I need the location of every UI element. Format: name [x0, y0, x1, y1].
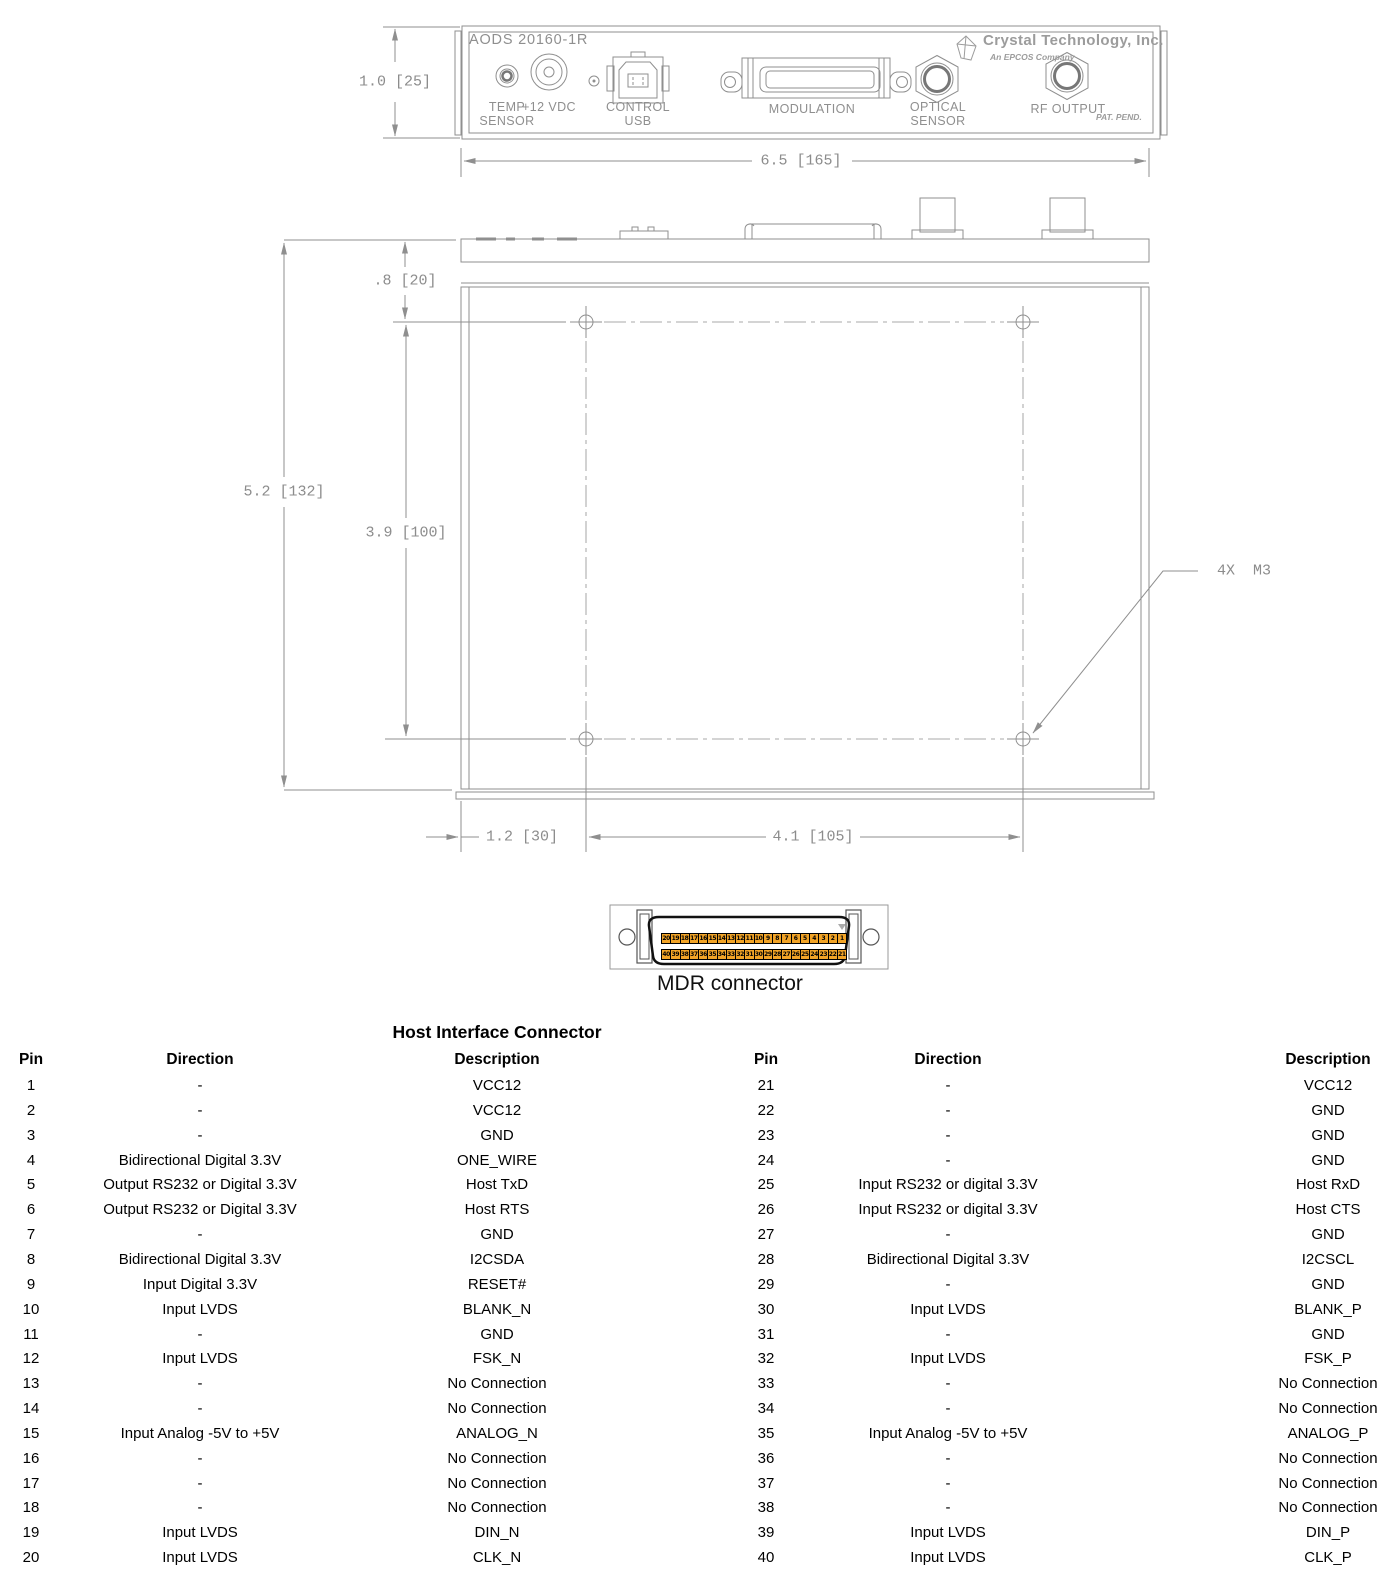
mdr-pin-25: 25 — [801, 951, 809, 958]
pin-table-cell: No Connection — [447, 1375, 547, 1393]
pin-table-cell: ANALOG_N — [456, 1424, 538, 1442]
pin-table-cell: - — [945, 1226, 951, 1244]
pin-table-cell: No Connection — [1278, 1499, 1378, 1517]
pin-table-cell: 35 — [757, 1424, 775, 1442]
pin-table-row — [0, 1077, 1390, 1102]
pin-table-cell: RESET# — [467, 1275, 527, 1293]
pin-table-row — [0, 1400, 1390, 1425]
pin-table-cell: - — [197, 1499, 203, 1517]
pin-table-cell: 2 — [26, 1101, 36, 1119]
pin-table-cell: - — [197, 1101, 203, 1119]
pin-table-cell: 34 — [757, 1400, 775, 1418]
pin-table-cell: Input LVDS — [910, 1549, 986, 1567]
pin-table-row — [0, 1524, 1390, 1549]
mdr-pin-3: 3 — [819, 934, 827, 943]
pin-table-cell: 30 — [757, 1300, 775, 1318]
pin-table-cell: - — [945, 1499, 951, 1517]
pin-table-cell: CLK_P — [1304, 1549, 1352, 1567]
mdr-pin-1: 1 — [838, 934, 846, 943]
pin-table-cell: 29 — [757, 1275, 775, 1293]
pin-table-cell: VCC12 — [472, 1101, 522, 1119]
pin-table-cell: Input LVDS — [162, 1350, 238, 1368]
pin-table-cell: 33 — [757, 1375, 775, 1393]
mdr-pin-27: 27 — [782, 951, 791, 958]
pin-table-cell: GND — [1311, 1226, 1345, 1244]
pin-table-cell: GND — [1311, 1101, 1345, 1119]
pin-table-cell: CLK_N — [472, 1549, 522, 1567]
mdr-pin-11: 11 — [745, 935, 754, 942]
pin-table-cell: - — [197, 1474, 203, 1492]
pin-table-cell: 5 — [26, 1176, 36, 1194]
pin-table-row — [0, 1499, 1390, 1524]
pin-table-cell: 24 — [757, 1151, 775, 1169]
pin-table-cell: No Connection — [447, 1400, 547, 1418]
mdr-pin-31: 31 — [745, 951, 754, 958]
pin-table-cell: GND — [480, 1226, 514, 1244]
pin-table-cell: - — [945, 1101, 951, 1119]
pin-table-cell: No Connection — [1278, 1449, 1378, 1467]
pin-table-row — [0, 1375, 1390, 1400]
mdr-pin-20: 20 — [662, 935, 670, 942]
mdr-pin-13: 13 — [727, 935, 735, 942]
pin-table-cell: Bidirectional Digital 3.3V — [118, 1151, 282, 1169]
pin-table-row — [0, 1301, 1390, 1326]
pin-table-cell: Input RS232 or digital 3.3V — [858, 1201, 1038, 1219]
pin-table-row — [0, 1549, 1390, 1574]
dim-hole-span-width: 4.1 [105] — [768, 829, 857, 846]
pin-table-cell: - — [945, 1325, 951, 1343]
pin-table-row — [0, 1425, 1390, 1450]
pin-table-cell: - — [197, 1226, 203, 1244]
pin-table-row — [0, 1127, 1390, 1152]
pin-table-row — [0, 1152, 1390, 1177]
base-flange — [456, 792, 1154, 799]
pin-table-cell: 1 — [26, 1077, 36, 1094]
pin-table-cell: BLANK_N — [462, 1300, 532, 1318]
pin-table-cell: Input LVDS — [910, 1350, 986, 1368]
pin-table-row — [0, 1226, 1390, 1251]
mdr-pin-6: 6 — [792, 934, 800, 943]
top-view — [456, 198, 1154, 799]
mdr-pin-12: 12 — [736, 935, 744, 942]
pin-table-cell: 23 — [757, 1126, 775, 1144]
pin-table-cell: Input Digital 3.3V — [142, 1275, 258, 1293]
control-usb-label: CONTROL USB — [606, 100, 670, 128]
pin-table-cell: 18 — [22, 1499, 40, 1517]
pin-table-cell: No Connection — [447, 1449, 547, 1467]
pin-table-row — [0, 1276, 1390, 1301]
dim-overall-depth: 5.2 [132] — [239, 484, 328, 501]
pin-table-cell: - — [197, 1077, 203, 1094]
mdr-pin-4: 4 — [810, 934, 818, 943]
pin-table-cell: - — [945, 1126, 951, 1144]
mdr-pin-26: 26 — [791, 951, 800, 958]
patent-note: PAT. PEND. — [1096, 112, 1142, 122]
pin-table-cell: 19 — [22, 1524, 40, 1542]
crystal-logo-icon — [957, 36, 976, 60]
mdr-pin-2: 2 — [829, 934, 837, 943]
usb-b-connector — [607, 52, 669, 103]
pin-table-row — [0, 1102, 1390, 1127]
pin-table-cell: 15 — [22, 1424, 40, 1442]
mdr-pin-29: 29 — [764, 951, 772, 958]
mdr-pin-5: 5 — [801, 934, 809, 943]
mdr-pin1-marker-icon — [838, 924, 846, 930]
pin-table-cell: - — [197, 1325, 203, 1343]
pin-table-cell: 31 — [757, 1325, 775, 1343]
mdr-pin-15: 15 — [708, 935, 717, 942]
header-description-left: Description — [454, 1051, 540, 1068]
pin-table-cell: 12 — [22, 1350, 40, 1368]
pin-table-cell: - — [945, 1275, 951, 1293]
company-name: Crystal Technology, Inc. — [983, 32, 1164, 49]
pin-table-row — [0, 1450, 1390, 1475]
mdr-pin-24: 24 — [810, 951, 818, 958]
pin-table-cell: 11 — [23, 1325, 39, 1343]
pin-table-cell: Input Analog -5V to +5V — [120, 1424, 280, 1442]
pin-table-cell: Input Analog -5V to +5V — [868, 1424, 1028, 1442]
mdr-pin-16: 16 — [699, 935, 707, 942]
pin-table-cell: 25 — [757, 1176, 775, 1194]
mdr-pin-34: 34 — [717, 951, 726, 958]
pin-table-cell: VCC12 — [1303, 1077, 1353, 1094]
indicator-led — [589, 76, 599, 86]
pin-table-cell: 21 — [757, 1077, 775, 1094]
pin-table-cell: DIN_P — [1305, 1524, 1351, 1542]
pin-table-row — [0, 1201, 1390, 1226]
pin-table-cell: 17 — [22, 1474, 40, 1492]
pin-table-cell: 16 — [22, 1449, 40, 1467]
temp-sensor-label: TEMP SENSOR — [479, 100, 535, 128]
mdr-pin-row-top — [661, 933, 847, 944]
mdr-pin-38: 38 — [680, 951, 689, 958]
pin-table-cell: GND — [1311, 1126, 1345, 1144]
pin-table-cell: 26 — [757, 1201, 775, 1219]
header-pin-right: Pin — [753, 1051, 779, 1068]
pin-table-cell: 14 — [22, 1400, 40, 1418]
pin-table-cell: VCC12 — [472, 1077, 522, 1094]
header-pin-left: Pin — [18, 1051, 44, 1068]
pin-table-cell: 39 — [757, 1524, 775, 1542]
pin-table-cell: ONE_WIRE — [456, 1151, 537, 1169]
header-direction-right: Direction — [914, 1051, 982, 1068]
pin-table-cell: FSK_N — [472, 1350, 522, 1368]
pin-table-cell: Input LVDS — [162, 1549, 238, 1567]
mdr-pin-9: 9 — [764, 934, 772, 943]
mdr-pin-8: 8 — [773, 934, 781, 943]
mdr-pin-23: 23 — [819, 951, 828, 958]
pin-table-cell: 10 — [22, 1300, 40, 1318]
header-direction-left: Direction — [166, 1051, 234, 1068]
optical-sensor-connector — [916, 56, 958, 103]
mdr-pin-18: 18 — [680, 935, 689, 942]
modulation-connector — [721, 58, 911, 98]
mdr-pin-39: 39 — [671, 951, 680, 958]
pin-table-cell: Bidirectional Digital 3.3V — [118, 1250, 282, 1268]
dim-overall-width: 6.5 [165] — [756, 153, 845, 170]
dim-hole-offset: 1.2 [30] — [482, 829, 562, 846]
mdr-caption: MDR connector — [657, 972, 803, 995]
pin-table-cell: GND — [480, 1325, 514, 1343]
pin-table-cell: ANALOG_P — [1287, 1424, 1369, 1442]
pin-table-cell: - — [945, 1375, 951, 1393]
header-description-right: Description — [1285, 1051, 1371, 1068]
pin-table-cell: Output RS232 or Digital 3.3V — [103, 1201, 297, 1219]
pin-table-cell: BLANK_P — [1294, 1300, 1362, 1318]
pin-table-cell: Input LVDS — [910, 1300, 986, 1318]
mdr-pin-40: 40 — [662, 951, 670, 958]
pin-table-cell: 32 — [757, 1350, 775, 1368]
mdr-pin-35: 35 — [708, 951, 717, 958]
pin-table-cell: No Connection — [1278, 1375, 1378, 1393]
modulation-label: MODULATION — [768, 102, 856, 116]
pin-table-cell: GND — [480, 1126, 514, 1144]
optical-sensor-label: OPTICAL SENSOR — [909, 100, 967, 128]
pin-table-cell: 8 — [26, 1250, 36, 1268]
pin-table-row — [0, 1176, 1390, 1201]
center-lines — [586, 322, 1023, 739]
pin-table-cell: No Connection — [1278, 1474, 1378, 1492]
pin-table-row — [0, 1251, 1390, 1276]
mdr-pin-30: 30 — [754, 951, 763, 958]
pin-table-cell: 20 — [22, 1549, 40, 1567]
pin-table-cell: 36 — [757, 1449, 775, 1467]
pin-table-cell: - — [945, 1151, 951, 1169]
pin-table-cell: 38 — [757, 1499, 775, 1517]
pin-table-cell: 3 — [26, 1126, 36, 1144]
pin-table-cell: - — [945, 1400, 951, 1418]
pin-table-cell: Output RS232 or Digital 3.3V — [103, 1176, 297, 1194]
mdr-pin-row-bottom — [661, 949, 847, 960]
pin-table-title: Host Interface Connector — [392, 1022, 602, 1042]
pin-table-cell: 6 — [26, 1201, 36, 1219]
mounting-holes — [570, 306, 1039, 755]
mdr-pin-21: 21 — [838, 951, 846, 958]
pin-table-cell: Host RxD — [1295, 1176, 1361, 1194]
pin-table-cell: No Connection — [447, 1499, 547, 1517]
lid-edge-band — [461, 239, 1149, 262]
pin-table-cell: 40 — [757, 1549, 775, 1567]
pin-table-cell: 13 — [22, 1375, 40, 1393]
pin-table-cell: GND — [1311, 1325, 1345, 1343]
dim-hole-span-depth: 3.9 [100] — [361, 525, 450, 542]
pin-table-cell: 9 — [26, 1275, 36, 1293]
mdr-pin-36: 36 — [699, 951, 707, 958]
pin-table-row — [0, 1326, 1390, 1351]
pin-table-cell: Host CTS — [1295, 1201, 1361, 1219]
pin-table-row — [0, 1350, 1390, 1375]
pin-table-cell: - — [945, 1449, 951, 1467]
pin-table-cell: DIN_N — [474, 1524, 520, 1542]
pin-table-cell: No Connection — [1278, 1400, 1378, 1418]
pin-table-cell: I2CSDA — [469, 1250, 525, 1268]
pin-table-cell: 27 — [757, 1226, 775, 1244]
pin-table-cell: GND — [1311, 1151, 1345, 1169]
pin-table-cell: - — [197, 1375, 203, 1393]
pin-table-cell: 22 — [757, 1101, 775, 1119]
pin-table-cell: Input RS232 or digital 3.3V — [858, 1176, 1038, 1194]
pin-table-cell: 4 — [26, 1151, 36, 1169]
mdr-pin-28: 28 — [773, 951, 781, 958]
pin-table-cell: Host RTS — [464, 1201, 530, 1219]
mdr-pin-22: 22 — [828, 951, 837, 958]
pin-table-cell: - — [197, 1126, 203, 1144]
pin-table-cell: - — [945, 1474, 951, 1492]
body-outline — [461, 287, 1149, 789]
pin-table-cell: GND — [1311, 1275, 1345, 1293]
pin-table-cell: - — [197, 1449, 203, 1467]
mdr-pin-17: 17 — [690, 935, 698, 942]
pin-table-cell: 7 — [26, 1226, 36, 1244]
temp-sensor-connector — [496, 65, 518, 87]
pin-table-row — [0, 1475, 1390, 1500]
pin-table-cell: Bidirectional Digital 3.3V — [866, 1250, 1030, 1268]
dim-panel-height: 1.0 [25] — [355, 74, 435, 91]
mdr-pin-14: 14 — [717, 935, 726, 942]
pin-table-body — [0, 1077, 1390, 1577]
pin-table-cell: 28 — [757, 1250, 775, 1268]
pin-table-cell: Host TxD — [465, 1176, 529, 1194]
pin-table-cell: Input LVDS — [162, 1300, 238, 1318]
panel-left-endcap — [455, 31, 461, 135]
top-view-connector-profiles — [620, 198, 1093, 239]
pin-table-cell: No Connection — [447, 1474, 547, 1492]
device-model-label: AODS 20160-1R — [469, 32, 589, 48]
thread-callout: 4X M3 — [1213, 563, 1275, 580]
mdr-pin-10: 10 — [754, 935, 763, 942]
pin-table-cell: - — [197, 1400, 203, 1418]
mdr-pin-37: 37 — [690, 951, 698, 958]
power-jack — [531, 54, 567, 90]
dim-front-overhang: .8 [20] — [369, 273, 440, 290]
company-tagline: An EPCOS Company — [990, 52, 1075, 62]
pin-table-cell: FSK_P — [1304, 1350, 1352, 1368]
mdr-pin-32: 32 — [736, 951, 744, 958]
pin-table-cell: - — [945, 1077, 951, 1094]
rf-output-label: RF OUTPUT — [1030, 102, 1106, 116]
mdr-pin-7: 7 — [782, 934, 790, 943]
pin-table-cell: 37 — [757, 1474, 775, 1492]
power-label: +12 VDC — [522, 100, 576, 114]
mdr-pin-19: 19 — [671, 935, 680, 942]
mdr-pin-33: 33 — [727, 951, 735, 958]
dimension-linework — [284, 27, 1198, 852]
pin-table-cell: I2CSCL — [1301, 1250, 1355, 1268]
pin-table-cell: Input LVDS — [910, 1524, 986, 1542]
pin-table-cell: Input LVDS — [162, 1524, 238, 1542]
